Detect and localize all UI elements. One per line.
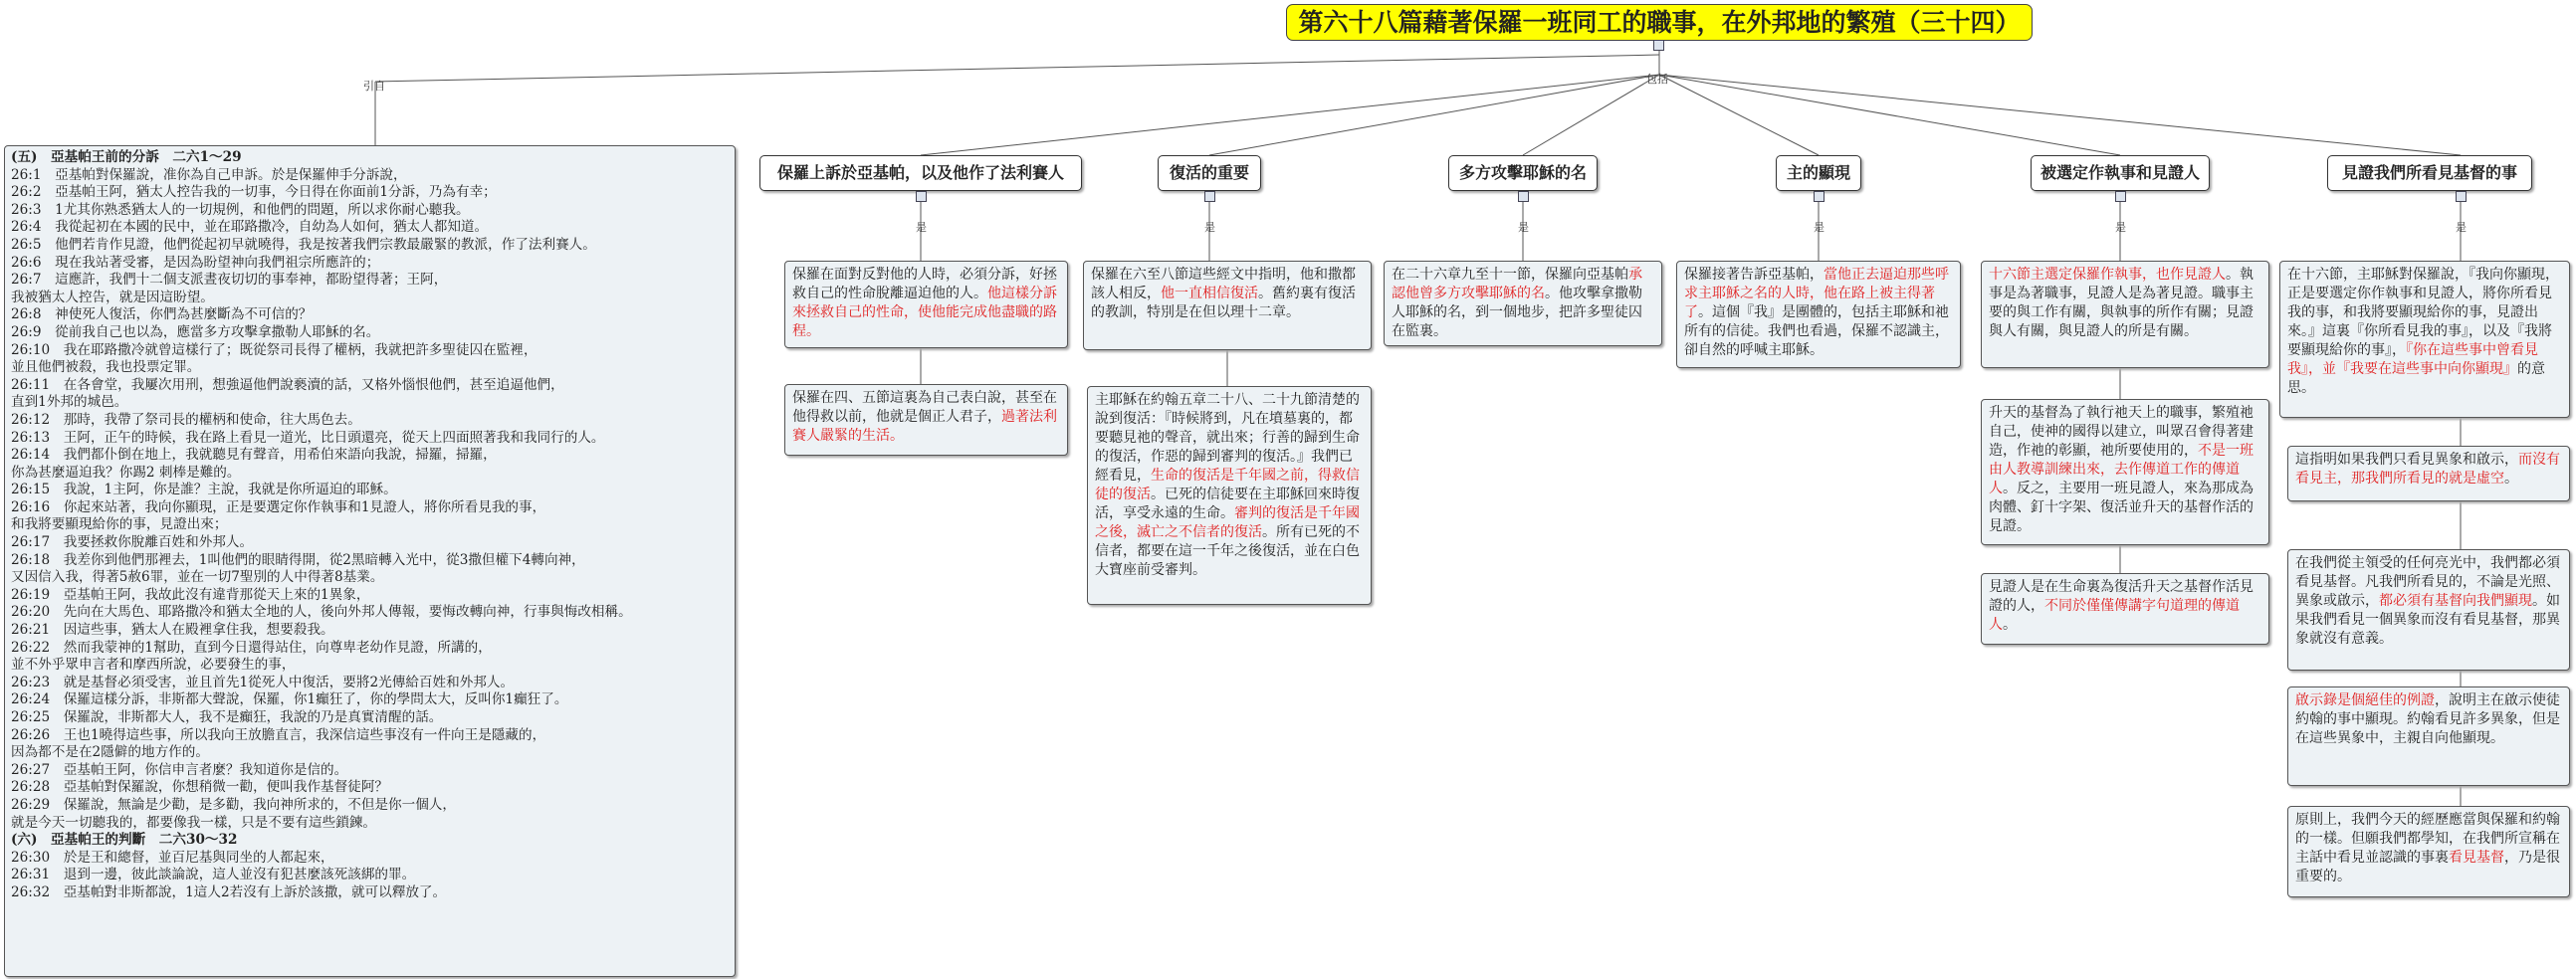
verse-line: 因為都不是在2隱僻的地方作的。 (11, 744, 209, 761)
branch-label-is: 是 (2456, 221, 2467, 234)
note-text: 。 (2504, 471, 2518, 487)
verse-line: 26:13 王阿，正午的時候，我在路上看見一道光，比日頭還亮，從天上四面照著我和我同行的人。 (11, 429, 605, 446)
topic-node[interactable]: 保羅上訴於亞基帕，以及他作了法利賽人 (759, 155, 1082, 191)
note-text: 。舊約裏有復活的教訓，特別是在但以理十二章。 (1091, 286, 1356, 320)
highlighted-text: 當他正去逼迫那些呼求主耶穌之名的人時，他在路上被主得著了 (1684, 267, 1949, 320)
collapse-toggle-icon[interactable] (1204, 191, 1215, 202)
verse-list (11, 167, 729, 833)
topic-node[interactable]: 復活的重要 (1158, 155, 1261, 191)
note-text: 。這個『我』是團體的，包括主耶穌和祂所有的信徒。我們也看過，保羅不認識主，卻自然的呼喊主耶穌。 (1684, 304, 1949, 358)
highlighted-text: 啟示錄是個絕佳的例證 (2295, 692, 2435, 708)
note-text: 保羅在四、五節這裏為自己表白說，甚至在他得救以前，他就是個正人君子， (792, 390, 1057, 425)
collapse-toggle-icon[interactable] (2456, 191, 2467, 202)
branch-label-includes: 包括 (1646, 73, 1668, 86)
note-text: 見證人是在生命裏為復活升天之基督作活見證的人， (1989, 579, 2254, 614)
verse-line: 直到1外邦的城邑。 (11, 394, 128, 411)
verse-line: 你為甚麼逼迫我？你踢2 刺棒是難的。 (11, 464, 241, 481)
verse-line: 並且他們被殺，我也投票定罪。 (11, 359, 201, 376)
highlighted-text: 而沒有看見主，那我們所看見的就是虛空 (2295, 452, 2560, 487)
note-box (784, 384, 1068, 456)
topic-node[interactable]: 多方攻擊耶穌的名 (1448, 155, 1598, 191)
verse-line: 26:9 從前我自己也以為，應當多方攻擊拿撒勒人耶穌的名。 (11, 323, 380, 340)
note-box (1384, 261, 1662, 346)
verse-line: 26:28 亞基帕對保羅說，你想稍微一勸，便叫我作基督徒阿？ (11, 779, 389, 796)
note-box (2287, 446, 2570, 501)
section-heading: (六) 亞基帕王的判斷 二六30～32 (11, 832, 238, 849)
verse-line: 26:2 亞基帕王阿，猶太人控告我的一切事，今日得在你面前1分訴，乃為有幸； (11, 184, 497, 201)
note-text: 。執事是為著職事，見證人是為著見證。職事主要的與工作有關，與執事的所作有關；見證與人有關，與見證人的所是有關。 (1989, 267, 2254, 339)
verse-line: 26:1 亞基帕對保羅說，准你為自己申訴。於是保羅伸手分訴說， (11, 166, 407, 183)
branch-label-quoted-from: 引自 (363, 80, 385, 93)
verse-line: 26:16 你起來站著，我向你顯現，正是要選定你作執事和1見證人，將你所看見我的事， (11, 498, 546, 515)
verse-line: 26:3 1尤其你熟悉猶太人的一切規例，和他們的問題，所以求你耐心聽我。 (11, 201, 470, 218)
highlighted-text: 看見基督 (2449, 850, 2504, 866)
highlighted-text: 他這樣分訴來拯救自己的性命，使他能完成他盡職的路程。 (792, 286, 1057, 339)
note-box (2287, 686, 2570, 786)
verse-line: 26:18 我差你到他們那裡去，1叫他們的眼睛得開，從2黑暗轉入光中，從3撒但權下4轉向神， (11, 551, 585, 568)
note-box (2287, 549, 2570, 671)
note-box (2287, 806, 2570, 897)
note-text: ，說明主在啟示使徒約翰的事中顯現。約翰看見許多異象，但是在這些異象中，主親自向他顯現。 (2295, 692, 2560, 746)
verse-line: 並不外乎眾申言者和摩西所說，必要發生的事， (11, 657, 296, 674)
note-text: 。他攻擊拿撒勒人耶穌的名，到一個地步，把許多聖徒囚在監裏。 (1392, 286, 1642, 339)
verse-line: 26:10 我在耶路撒冷就曾這樣行了；既從祭司長得了權柄，我就把許多聖徒囚在監裡， (11, 341, 537, 358)
verse-line: 和我將要顯現給你的事，見證出來； (11, 516, 228, 533)
note-text: 保羅在面對反對他的人時，必須分訴，好拯救自己的性命脫離逼迫他的人。 (792, 267, 1057, 301)
verse-line: 26:23 就是基督必須受害，並且首先1從死人中復活，要將2光傳給百姓和外邦人。 (11, 674, 515, 690)
verse-line: 26:27 亞基帕王阿，你信申言者麼？我知道你是信的。 (11, 761, 348, 778)
highlighted-text: ，並『我要在這些事中向你顯現』 (2308, 361, 2517, 377)
note-box (1087, 386, 1372, 605)
collapse-toggle-icon[interactable] (1653, 40, 1664, 51)
note-text: 的意思。 (2287, 361, 2545, 396)
note-text: 保羅在六至八節這些經文中指明，他和撒都該人相反， (1091, 267, 1356, 301)
verse-line: 26:20 先向在大馬色、耶路撒冷和猶太全地的人，後向外邦人傳報，要悔改轉向神，行事與悔改相稱。 (11, 604, 632, 621)
note-box (2279, 261, 2570, 418)
verse-line: 又因信入我，得著5赦6罪，並在一切7聖別的人中得著8基業。 (11, 569, 384, 586)
note-text: 主耶穌在約翰五章二十八、二十九節清楚的說到復活：『時候將到，凡在墳墓裏的，都要聽見祂的聲音，就出來；行善的歸到生命的復活，作惡的歸到審判的復活。』我們已經看見， (1095, 392, 1360, 484)
topic-node[interactable]: 被選定作執事和見證人 (2031, 155, 2210, 191)
highlighted-text: 他一直相信復活 (1161, 286, 1258, 301)
section-heading: (五) 亞基帕王前的分訴 二六1～29 (11, 149, 242, 165)
highlighted-text: 不是一班由人教導訓練出來，去作傳道工作的傳道人 (1989, 443, 2254, 496)
verse-line: 我被猶太人控告，就是因這盼望。 (11, 289, 214, 305)
note-text: 。 (2003, 617, 2017, 633)
note-text: 在十六節，主耶穌對保羅說，『我向你顯現，正是要選定你作執事和見證人，將你所看見我的事，和我將要顯現給你的事，見證出來。』這裏『你所看見我的事』，以及『我將要顯現給你的事』， (2287, 267, 2559, 358)
highlighted-text: 審判的復活是千年國之後，滅亡之不信者的復活 (1095, 505, 1360, 540)
highlighted-text: 過著法利賽人嚴緊的生活。 (792, 409, 1057, 444)
diagram-title: 第六十八篇藉著保羅一班同工的職事，在外邦地的繁殖（三十四） (1286, 4, 2033, 41)
collapse-toggle-icon[interactable] (916, 191, 927, 202)
verse-line: 26:25 保羅說，非斯都大人，我不是癲狂，我說的乃是真實清醒的話。 (11, 709, 443, 725)
verse-list (11, 850, 729, 902)
verse-line: 26:5 他們若肯作見證，他們從起初早就曉得，我是按著我們宗教最嚴緊的教派，作了法利賽人。 (11, 236, 596, 253)
verse-line: 26:6 現在我站著受審，是因為盼望神向我們祖宗所應許的； (11, 254, 380, 271)
note-text: 在我們從主領受的任何亮光中，我們都必須看見基督。凡我們所看見的，不論是光照、異象或啟示， (2295, 555, 2560, 609)
branch-label-is: 是 (2115, 221, 2126, 234)
note-text: 。如果我們看見一個異象而沒有看見基督，那異象就沒有意義。 (2295, 593, 2560, 647)
branch-label-is: 是 (1814, 221, 1825, 234)
note-box (1676, 261, 1961, 368)
verse-line: 26:4 我從起初在本國的民中，並在耶路撒冷，自幼為人如何，猶太人都知道。 (11, 219, 489, 236)
verse-line: 26:8 神使死人復活，你們為甚麼斷為不可信的？ (11, 306, 313, 323)
note-text: 升天的基督為了執行祂天上的職事，繁殖祂自己，使神的國得以建立，叫眾召會得著建造，作祂的彰顯，祂所要使用的， (1989, 405, 2254, 459)
note-text: 。已死的信徒要在主耶穌回來時復活，享受永遠的生命。 (1095, 487, 1360, 521)
verse-line: 26:21 因這些事，猶太人在殿裡拿住我，想要殺我。 (11, 622, 334, 639)
note-box (1981, 399, 2269, 545)
topic-node[interactable]: 見證我們所看見基督的事 (2327, 155, 2532, 191)
note-text: 原則上，我們今天的經歷應當與保羅和約翰的一樣。但願我們都學知，在我們所宣稱在主話中看見並認識的事裏 (2295, 812, 2560, 866)
verse-line: 26:17 我要拯救你脫離百姓和外邦人。 (11, 534, 254, 551)
note-text: 這指明如果我們只看見異象和啟示， (2295, 452, 2518, 468)
note-box (1981, 261, 2269, 368)
note-box (1981, 573, 2269, 645)
verse-line: 26:12 那時，我帶了祭司長的權柄和使命，往大馬色去。 (11, 411, 361, 428)
highlighted-text: 不同於僅僅傳講字句道理的傳道人 (1989, 598, 2240, 633)
highlighted-text: 『你在這些事中曾看見我』 (2287, 342, 2538, 377)
verse-line: 26:11 在各會堂，我屢次用刑，想強逼他們說褻瀆的話，又格外惱恨他們，甚至追逼他們， (11, 376, 564, 393)
collapse-toggle-icon[interactable] (1814, 191, 1825, 202)
highlighted-text: 承認他曾多方攻擊耶穌的名 (1392, 267, 1642, 301)
verse-line: 26:15 我說，1主阿，你是誰？主說，我就是你所逼迫的耶穌。 (11, 482, 397, 498)
note-box (1083, 261, 1372, 350)
note-text: 保羅接著告訴亞基帕， (1684, 267, 1824, 283)
verse-line: 就是今天一切聽我的，都要像我一樣，只是不要有這些鎖鍊。 (11, 814, 377, 831)
verse-line: 26:14 我們都仆倒在地上，我就聽見有聲音，用希伯來語向我說，掃羅，掃羅， (11, 447, 497, 464)
verse-line: 26:24 保羅這樣分訴，非斯都大聲說，保羅，你1癲狂了，你的學問太大，反叫你1癲狂了。 (11, 691, 568, 708)
highlighted-text: 都必須有基督向我們顯現 (2379, 593, 2532, 609)
highlighted-text: 十六節主選定保羅作執事，也作見證人 (1989, 267, 2226, 283)
note-box (784, 261, 1068, 348)
collapse-toggle-icon[interactable] (1518, 191, 1529, 202)
collapse-toggle-icon[interactable] (2115, 191, 2126, 202)
verse-line: 26:22 然而我蒙神的1幫助，直到今日還得站住，向尊卑老幼作見證，所講的， (11, 639, 492, 656)
verse-line: 26:26 王也1曉得這些事，所以我向王放膽直言，我深信這些事沒有一件向王是隱藏的， (11, 726, 546, 743)
note-text: 。反之，主要用一班見證人，來為那成為肉體、釘十字架、復活並升天的基督作活的見證。 (1989, 481, 2254, 534)
branch-label-is: 是 (1204, 221, 1215, 234)
scripture-panel (4, 145, 736, 977)
note-text: 。所有已死的不信者，都要在這一千年之後復活，並在白色大寶座前受審判。 (1095, 524, 1360, 578)
note-text: 在二十六章九至十一節，保羅向亞基帕 (1392, 267, 1628, 283)
topic-node[interactable]: 主的顯現 (1776, 155, 1861, 191)
note-text: ，乃是很重要的。 (2295, 850, 2560, 884)
verse-line: 26:30 於是王和總督，並百尼基與同坐的人都起來， (11, 849, 334, 866)
verse-line: 26:19 亞基帕王阿，我故此沒有違背那從天上來的1異象， (11, 586, 370, 603)
branch-label-is: 是 (916, 221, 927, 234)
verse-line: 26:32 亞基帕對非斯都說，1這人2若沒有上訴於該撒，就可以釋放了。 (11, 883, 447, 900)
verse-line: 26:7 這應許，我們十二個支派晝夜切切的事奉神，都盼望得著；王阿， (11, 272, 448, 289)
highlighted-text: 生命的復活是千年國之前，得救信徒的復活 (1095, 468, 1360, 502)
verse-line: 26:31 退到一邊，彼此談論說，這人並沒有犯甚麼該死該綁的罪。 (11, 867, 416, 883)
verse-line: 26:29 保羅說，無論是少勸，是多勸，我向神所求的，不但是你一個人， (11, 796, 456, 813)
branch-label-is: 是 (1518, 221, 1529, 234)
